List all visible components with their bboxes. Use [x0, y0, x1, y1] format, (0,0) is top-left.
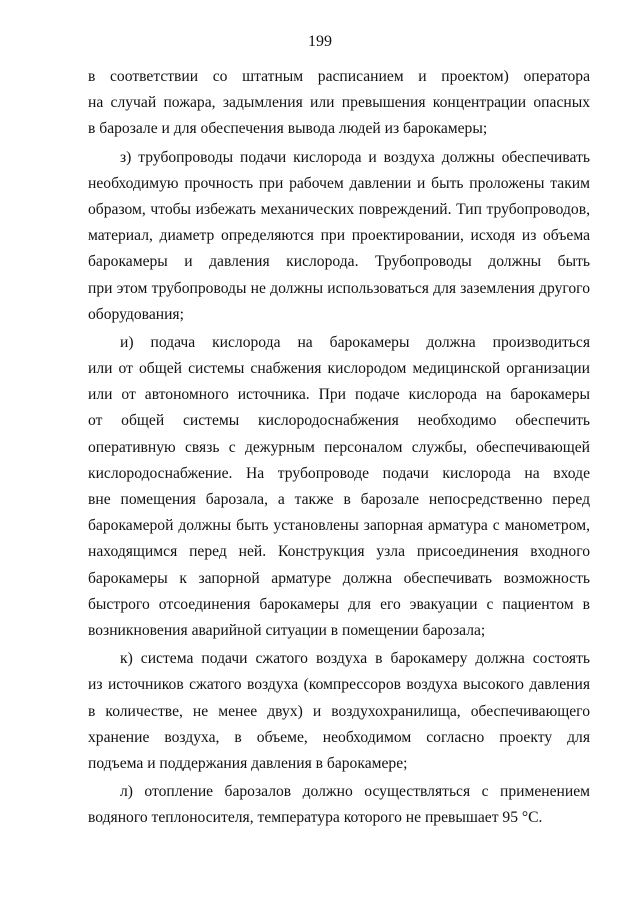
- text-line: необходимую прочность при рабочем давлении и быть проложены таким: [88, 174, 590, 192]
- paragraph-i: [88, 330, 590, 644]
- text-line: барокамеры к запорной арматуре должна обеспечивать возможность: [88, 569, 590, 587]
- text-line: из источников сжатого воздуха (компрессоров воздуха высокого давления: [88, 676, 590, 694]
- text-line: материал, диаметр определяются при проектировании, исходя из объема: [88, 227, 590, 245]
- paragraph-k: [88, 646, 590, 777]
- text-line: вне помещения барозала, а также в барозале непосредственно перед: [88, 491, 590, 508]
- text-line: барокамерой должны быть установлены запорная арматура с манометром,: [88, 517, 590, 535]
- text-line: к) система подачи сжатого воздуха в барокамеру должна состоять: [120, 650, 590, 668]
- text-line: в количестве, не менее двух) и воздухохранилища, обеспечивающего: [88, 702, 590, 720]
- text-line: находящимся перед ней. Конструкция узла присоединения входного: [88, 543, 590, 561]
- text-line: барокамеры и давления кислорода. Трубопроводы должны быть: [88, 253, 590, 271]
- paragraph-continuation: [88, 64, 590, 143]
- text-line: хранение воздуха, в объеме, необходимом согласно проекту для: [88, 728, 590, 746]
- page-number: 199: [308, 33, 332, 50]
- paragraph-l: [88, 779, 590, 831]
- document-body: [88, 64, 590, 833]
- text-line: возникновения аварийной ситуации в помещении барозала;: [88, 621, 486, 639]
- text-line: при этом трубопроводы не должны использоваться для заземления другого: [88, 279, 590, 297]
- text-line: подъема и поддержания давления в барокамере;: [88, 754, 408, 772]
- text-line: в барозале и для обеспечения вывода людей из барокамеры;: [88, 120, 488, 138]
- text-line: или от общей системы снабжения кислородом медицинской организации: [88, 360, 590, 378]
- text-line: от общей системы кислородоснабжения необходимо обеспечить: [88, 412, 590, 430]
- text-line: водяного теплоносителя, температура которого не превышает 95 °С.: [88, 809, 543, 827]
- text-line: оперативную связь с дежурным персоналом службы, обеспечивающей: [88, 438, 590, 456]
- text-line: л) отопление барозалов должно осуществляться с применением: [120, 783, 590, 801]
- text-line: образом, чтобы избежать механических повреждений. Тип трубопроводов,: [88, 200, 590, 218]
- text-line: или от автономного источника. При подаче кислорода на барокамеры: [88, 386, 590, 404]
- text-line: на случай пожара, задымления или превышения концентрации опасных: [88, 94, 590, 112]
- text-line: з) трубопроводы подачи кислорода и воздуха должны обеспечивать: [120, 148, 590, 166]
- text-line: кислородоснабжение. На трубопроводе подачи кислорода на входе: [88, 464, 590, 482]
- text-line: в соответствии со штатным расписанием и проектом) оператора: [88, 68, 590, 85]
- text-line: быстрого отсоединения барокамеры для его эвакуации с пациентом в: [88, 595, 590, 613]
- text-line: и) подача кислорода на барокамеры должна производиться: [120, 333, 590, 351]
- text-line: оборудования;: [88, 305, 184, 323]
- paragraph-z: [88, 145, 590, 328]
